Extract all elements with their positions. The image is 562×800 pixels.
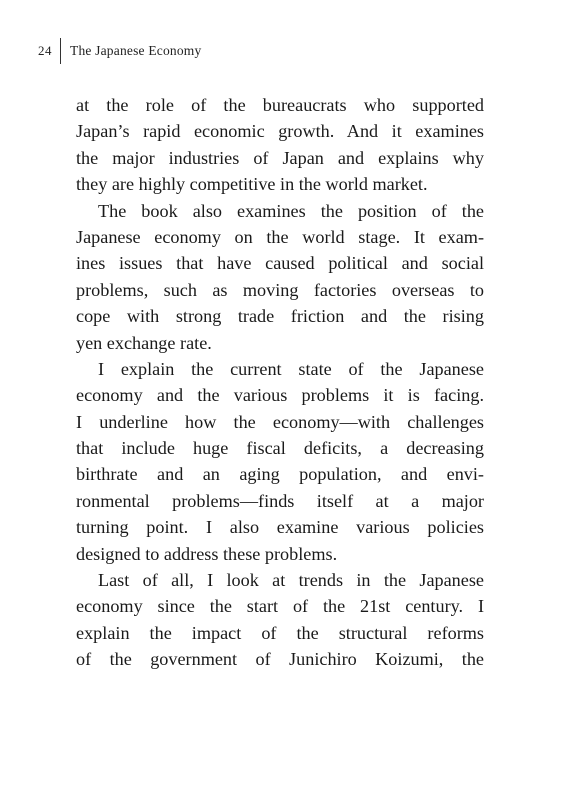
text-line: designed to address these problems.: [76, 543, 338, 564]
text-line: of the government of Junichiro Koizumi, the: [76, 649, 484, 670]
text-line: yen exchange rate.: [76, 332, 212, 353]
text-line: birthrate and an aging population, and envi-: [76, 464, 484, 485]
text-line: turning point. I also examine various policies: [76, 517, 484, 538]
text-line: ines issues that have caused political and social: [76, 253, 484, 274]
text-line: the major industries of Japan and explains why: [76, 147, 484, 168]
text-line: at the role of the bureaucrats who supported: [76, 95, 484, 115]
text-line: explain the impact of the structural reforms: [76, 622, 484, 643]
text-line: The book also examines the position of the: [98, 200, 484, 221]
page-number: 24: [38, 43, 52, 58]
body-text: [76, 92, 484, 673]
text-line: Last of all, I look at trends in the Japanese: [98, 570, 484, 591]
text-line: they are highly competitive in the world market.: [76, 174, 428, 195]
text-line: Japan’s rapid economic growth. And it examines: [76, 121, 484, 142]
text-line: cope with strong trade friction and the rising: [76, 306, 484, 327]
text-line: ronmental problems—finds itself at a major: [76, 490, 484, 511]
running-header: [38, 38, 201, 64]
book-title: The Japanese Economy: [70, 43, 202, 58]
text-line: economy and the various problems it is facing.: [76, 385, 484, 406]
text-line: Japanese economy on the world stage. It exam-: [76, 226, 484, 247]
text-line: that include huge fiscal deficits, a decreasing: [76, 438, 484, 459]
text-line: I underline how the economy—with challenges: [76, 411, 484, 432]
text-line: I explain the current state of the Japanese: [98, 358, 484, 379]
text-line: economy since the start of the 21st century. I: [76, 596, 484, 617]
text-line: problems, such as moving factories overseas to: [76, 279, 484, 300]
